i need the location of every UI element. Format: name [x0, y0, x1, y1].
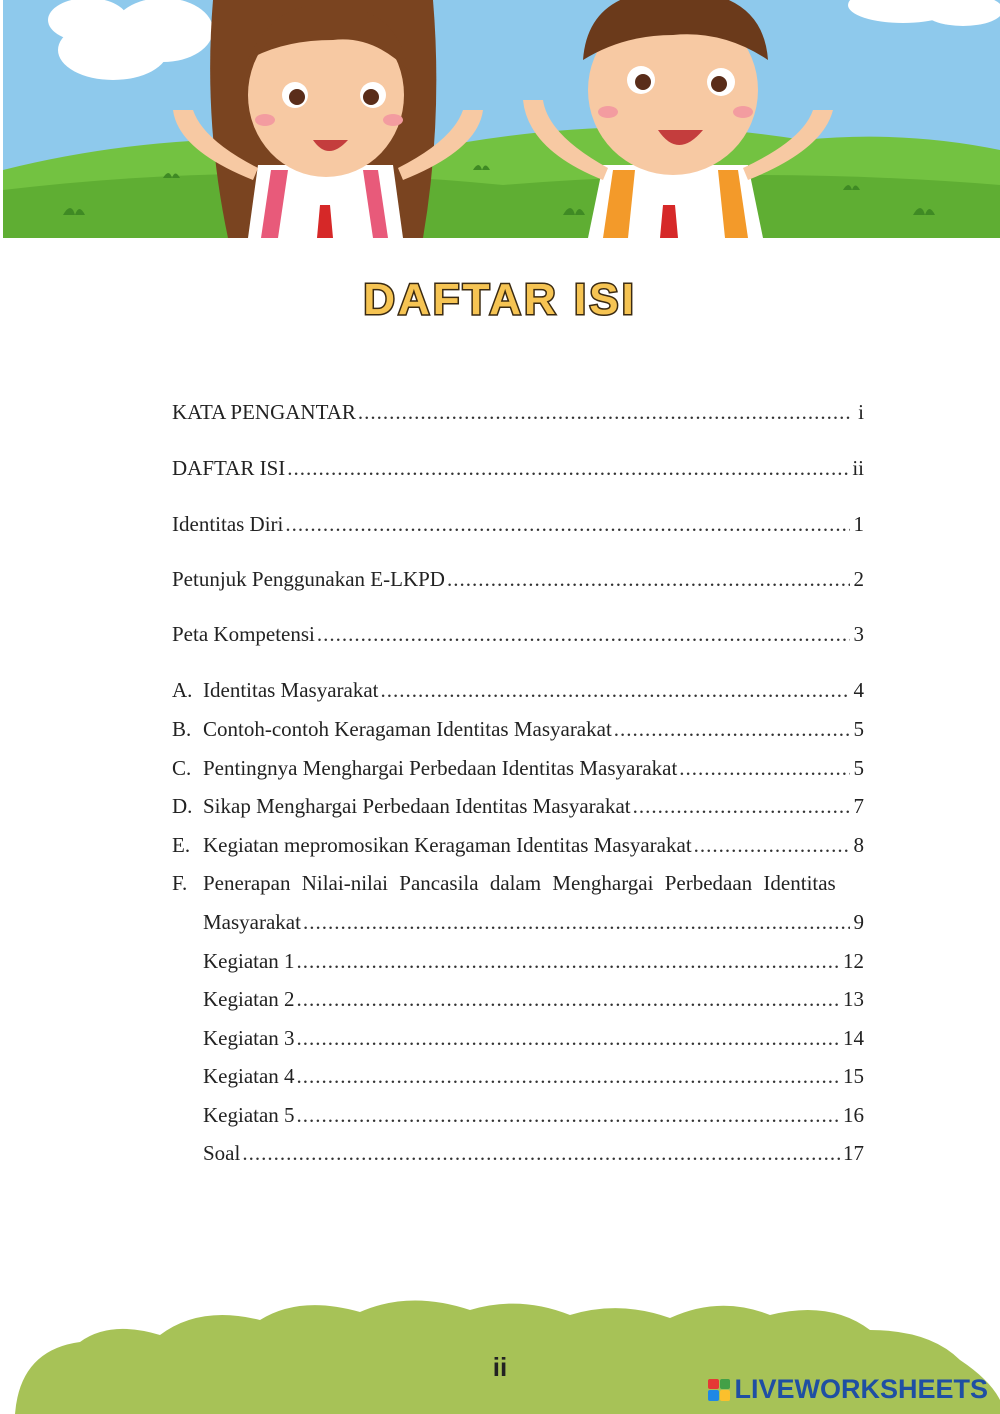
toc-entry-page: 9 — [853, 910, 864, 934]
toc-entry-label: Kegiatan 5 — [203, 1103, 295, 1127]
toc-entry-label: Contoh-contoh Keragaman Identitas Masyarakat — [203, 717, 612, 741]
toc-entry[interactable] — [172, 754, 864, 782]
toc-entry-page: 3 — [853, 622, 864, 646]
toc-dot-leader — [242, 1139, 841, 1167]
toc-entry-page: 13 — [843, 987, 864, 1011]
toc-entry-label: Kegiatan 3 — [203, 1026, 295, 1050]
toc-entry-letter: A. — [172, 678, 193, 702]
toc-entry[interactable] — [172, 1139, 864, 1167]
toc-entry-letter: D. — [172, 794, 193, 818]
toc-entry[interactable] — [172, 620, 864, 648]
toc-entry[interactable] — [172, 1024, 864, 1052]
toc-entry[interactable] — [172, 869, 864, 897]
liveworksheets-logo-icon — [708, 1379, 730, 1401]
toc-dot-leader — [297, 947, 841, 975]
toc-entry-label: Penerapan Nilai-nilai Pancasila dalam Menghargai Perbedaan Identitas — [203, 871, 836, 895]
toc-entry-label: Kegiatan 2 — [203, 987, 295, 1011]
toc-entry[interactable] — [172, 908, 864, 936]
toc-dot-leader — [679, 754, 850, 782]
toc-entry-label: Peta Kompetensi — [172, 622, 315, 646]
toc-entry[interactable] — [172, 565, 864, 593]
toc-dot-leader — [358, 398, 850, 426]
toc-dot-leader — [297, 985, 841, 1013]
toc-dot-leader — [303, 908, 850, 936]
toc-dot-leader — [287, 454, 850, 482]
toc-dot-leader — [447, 565, 850, 593]
toc-entry-label: Kegiatan 1 — [203, 949, 295, 973]
toc-entry-label: Kegiatan mepromosikan Keragaman Identitas Masyarakat — [203, 833, 692, 857]
toc-entry-label: KATA PENGANTAR — [172, 400, 356, 424]
toc-entry-page: 2 — [853, 567, 864, 591]
toc-entry-page: ii — [852, 456, 864, 480]
toc-entry[interactable] — [172, 454, 864, 482]
toc-entry-page: 8 — [853, 833, 864, 857]
toc-entry-label: DAFTAR ISI — [172, 456, 286, 480]
toc-entry-label: Pentingnya Menghargai Perbedaan Identitas Masyarakat — [203, 756, 678, 780]
toc-entry-page: 14 — [843, 1026, 864, 1050]
toc-dot-leader — [297, 1024, 841, 1052]
toc-entry-letter: C. — [172, 756, 192, 780]
toc-entry-label: Masyarakat — [203, 910, 301, 934]
toc-entry-page: 4 — [853, 678, 864, 702]
toc-entry-page: 1 — [853, 512, 864, 536]
toc-dot-leader — [297, 1062, 841, 1090]
toc-entry[interactable] — [172, 510, 864, 538]
toc-dot-leader — [381, 676, 850, 704]
toc-dot-leader — [614, 715, 850, 743]
toc-entry-letter: E. — [172, 833, 191, 857]
toc-entry-page: i — [858, 400, 864, 424]
toc-entry-label: Soal — [203, 1141, 241, 1165]
toc-entry-label: Petunjuk Penggunakan E-LKPD — [172, 567, 445, 591]
toc-entry-page: 7 — [853, 794, 864, 818]
toc-entry-label: Identitas Masyarakat — [203, 678, 379, 702]
toc-dot-leader — [297, 1101, 841, 1129]
toc-entry-letter: F. — [172, 871, 188, 895]
page-title — [0, 268, 1000, 330]
toc-entry-page: 15 — [843, 1064, 864, 1088]
toc-entry-label: Sikap Menghargai Perbedaan Identitas Masyarakat — [203, 794, 631, 818]
toc-entry-page: 16 — [843, 1103, 864, 1127]
toc-entry-label: Identitas Diri — [172, 512, 284, 536]
header-illustration — [3, 0, 1000, 238]
toc-entry[interactable] — [172, 831, 864, 859]
toc-dot-leader — [285, 510, 850, 538]
toc-dot-leader — [694, 831, 850, 859]
liveworksheets-brand[interactable] — [708, 1374, 988, 1405]
toc-entry-letter: B. — [172, 717, 192, 741]
toc-entry-page: 5 — [853, 756, 864, 780]
toc-entry-page: 17 — [843, 1141, 864, 1165]
toc-dot-leader — [633, 792, 850, 820]
toc-entry[interactable] — [172, 715, 864, 743]
page-number: ii — [492, 1352, 508, 1382]
toc-entry[interactable] — [172, 398, 864, 426]
toc-entry[interactable] — [172, 1062, 864, 1090]
toc-entry-label: Kegiatan 4 — [203, 1064, 295, 1088]
toc-entry-page: 5 — [853, 717, 864, 741]
page-title-text: DAFTAR ISI — [363, 275, 637, 324]
toc-entry[interactable] — [172, 1101, 864, 1129]
toc-entry[interactable] — [172, 792, 864, 820]
toc-entry[interactable] — [172, 676, 864, 704]
brand-text: LIVEWORKSHEETS — [734, 1374, 988, 1404]
toc-entry-page: 12 — [843, 949, 864, 973]
toc-dot-leader — [317, 620, 850, 648]
toc-entry[interactable] — [172, 985, 864, 1013]
toc-entry[interactable] — [172, 947, 864, 975]
